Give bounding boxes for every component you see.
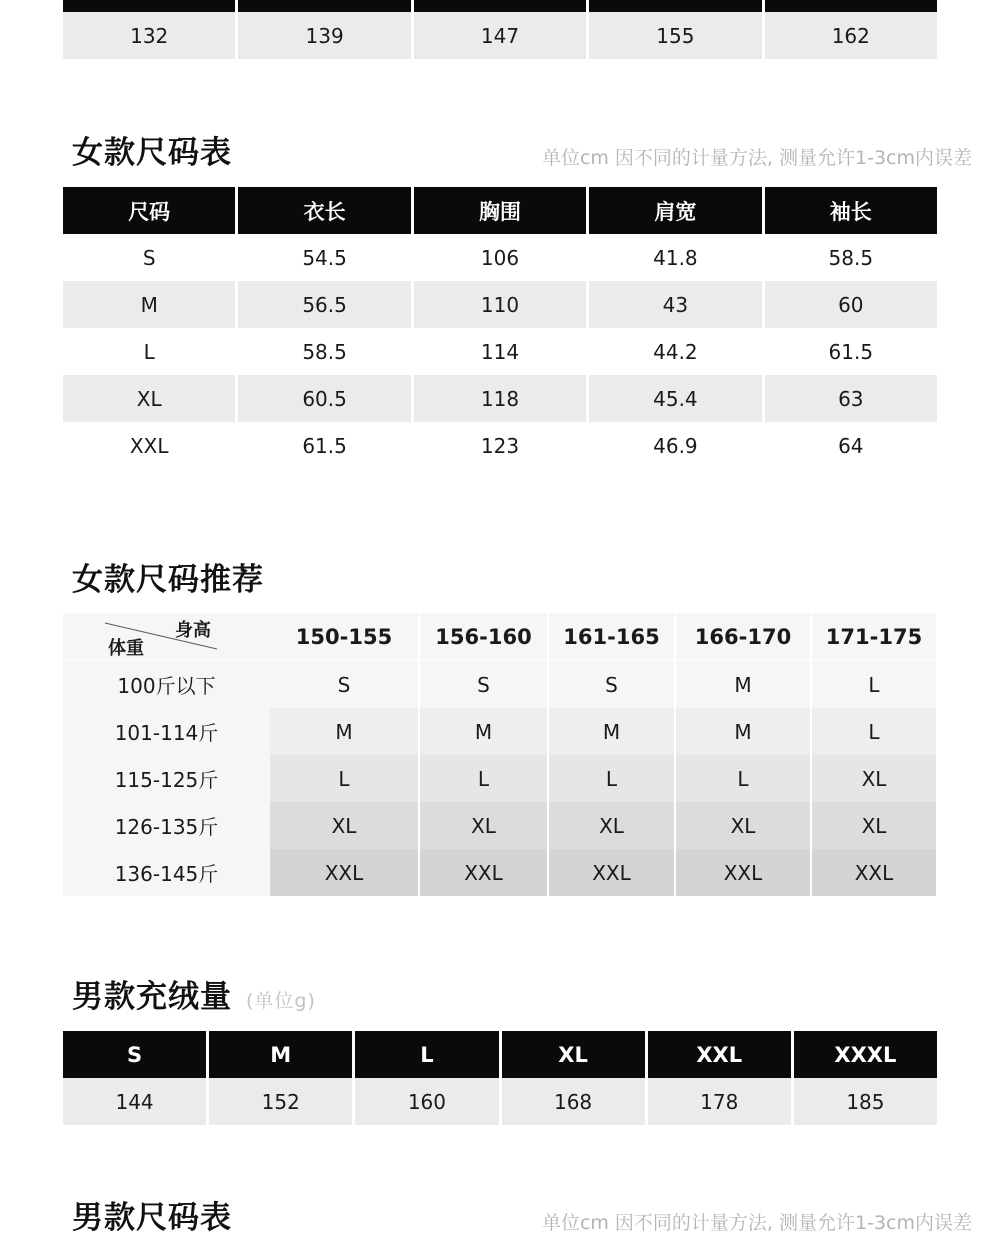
men-fill-title-text: 男款充绒量 [72,979,232,1015]
top-table-header-cell [238,0,410,12]
table-cell: 168 [502,1078,645,1125]
table-header-cell: 尺码 [63,187,235,234]
recommendation-cell: XXL [676,849,810,896]
recommendation-cell: M [676,708,810,755]
table-cell: 63 [765,375,937,422]
height-header: 150-155 [270,613,418,660]
table-cell: XL [63,375,235,422]
table-cell: 60.5 [238,375,410,422]
table-cell: 118 [414,375,586,422]
recommendation-cell: L [812,661,936,708]
weight-label: 115-125斤 [63,755,270,802]
weight-label: 100斤以下 [63,661,270,708]
recommendation-cell: L [812,708,936,755]
weight-label: 101-114斤 [63,708,270,755]
recommendation-cell: L [270,755,418,802]
women-recommend-title: 女款尺码推荐 [72,562,264,598]
top-table-cell: 132 [63,12,235,59]
table-cell: 61.5 [238,422,410,469]
recommendation-cell: XL [549,802,674,849]
table-cell: 144 [63,1078,206,1125]
top-table-header-cell [63,0,235,12]
table-cell: 123 [414,422,586,469]
table-header-cell: XXXL [794,1031,937,1078]
table-cell: 178 [648,1078,791,1125]
table-header-cell: 胸围 [414,187,586,234]
top-table-cell: 155 [589,12,761,59]
height-header: 166-170 [676,613,810,660]
table-cell: XXL [63,422,235,469]
table-cell: 64 [765,422,937,469]
table-cell: 185 [794,1078,937,1125]
women-size-chart-title: 女款尺码表 [72,135,232,171]
corner-header-cell [63,613,270,660]
table-cell: 43 [589,281,761,328]
top-table-header-cell [414,0,586,12]
top-table-cell: 162 [765,12,937,59]
recommendation-cell: XXL [812,849,936,896]
weight-label: 136-145斤 [63,849,270,896]
recommendation-cell: M [549,708,674,755]
table-header-cell: M [209,1031,352,1078]
table-header-cell: 袖长 [765,187,937,234]
recommendation-cell: XXL [420,849,547,896]
table-cell: 46.9 [589,422,761,469]
recommendation-cell: M [270,708,418,755]
table-cell: 114 [414,328,586,375]
recommendation-cell: M [676,661,810,708]
table-header-cell: 衣长 [238,187,410,234]
recommendation-cell: L [549,755,674,802]
women-recommend-table [63,613,937,896]
table-header-cell: XL [502,1031,645,1078]
recommendation-cell: L [420,755,547,802]
height-header: 171-175 [812,613,936,660]
recommendation-cell: XL [812,755,936,802]
men-fill-unit: (单位g) [246,990,316,1012]
recommendation-cell: S [420,661,547,708]
table-cell: 60 [765,281,937,328]
height-header: 161-165 [549,613,674,660]
top-table-header-cell [765,0,937,12]
recommendation-cell: M [420,708,547,755]
table-cell: 61.5 [765,328,937,375]
recommendation-cell: S [270,661,418,708]
table-cell: 152 [209,1078,352,1125]
recommendation-cell: XL [676,802,810,849]
recommendation-cell: XXL [549,849,674,896]
men-fill-table [63,1031,937,1125]
table-cell: 58.5 [238,328,410,375]
corner-weight-label: 体重 [108,638,144,659]
table-header-cell: L [355,1031,498,1078]
table-cell: 110 [414,281,586,328]
table-header-cell: XXL [648,1031,791,1078]
table-header-cell: 肩宽 [589,187,761,234]
table-cell: S [63,234,235,281]
top-table-cell: 139 [238,12,410,59]
top-table [63,0,937,59]
top-table-cell: 147 [414,12,586,59]
table-cell: M [63,281,235,328]
table-cell: L [63,328,235,375]
corner-height-label: 身高 [175,620,211,641]
recommendation-cell: S [549,661,674,708]
table-cell: 106 [414,234,586,281]
table-cell: 41.8 [589,234,761,281]
women-size-chart-note: 单位cm 因不同的计量方法, 测量允许1-3cm内误差 [541,147,972,169]
men-size-chart-title: 男款尺码表 [72,1200,232,1236]
men-size-chart-note: 单位cm 因不同的计量方法, 测量允许1-3cm内误差 [541,1212,972,1234]
table-cell: 58.5 [765,234,937,281]
table-cell: 56.5 [238,281,410,328]
weight-label: 126-135斤 [63,802,270,849]
table-cell: 54.5 [238,234,410,281]
recommendation-cell: XL [270,802,418,849]
recommendation-cell: XL [420,802,547,849]
height-header: 156-160 [420,613,547,660]
top-table-header-cell [589,0,761,12]
recommendation-cell: XXL [270,849,418,896]
table-cell: 160 [355,1078,498,1125]
women-size-table [63,187,937,469]
table-header-cell: S [63,1031,206,1078]
table-cell: 45.4 [589,375,761,422]
recommendation-cell: L [676,755,810,802]
table-cell: 44.2 [589,328,761,375]
men-fill-title [72,971,316,1016]
recommendation-cell: XL [812,802,936,849]
